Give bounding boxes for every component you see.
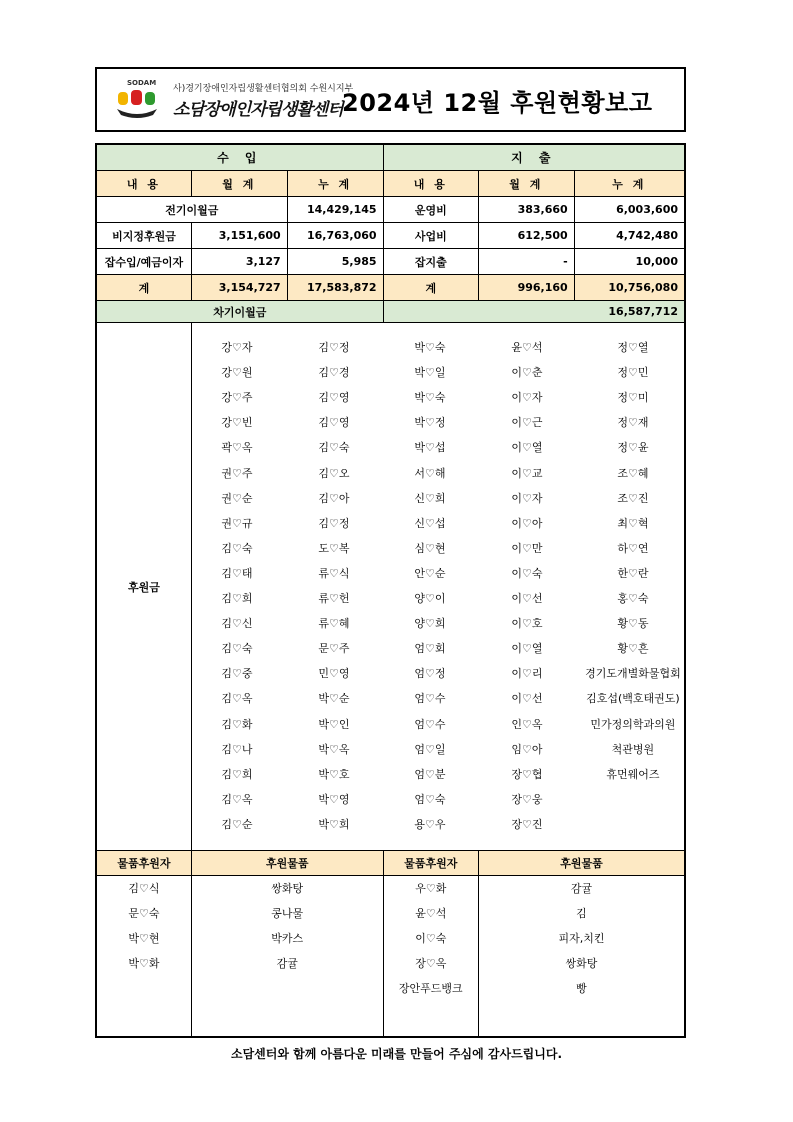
donor-name: 문♡주 xyxy=(318,642,350,656)
donor-name: 황♡흔 xyxy=(617,642,649,656)
donor-name: 김♡숙 xyxy=(221,541,253,555)
donor-name: 휴먼웨어즈 xyxy=(606,767,660,781)
sum-expense-total: 10,756,080 xyxy=(574,275,685,301)
misc-expense-total: 10,000 xyxy=(574,249,685,275)
org-name: 사)경기장애인자립생활센터협의회 수원시지부 xyxy=(173,84,354,94)
next-carry-value: 16,587,712 xyxy=(383,301,685,323)
goods-item: 콩나물 xyxy=(271,907,304,920)
donor-name: 엄♡일 xyxy=(414,742,446,756)
carry-label: 전기이월금 xyxy=(96,197,287,223)
donor-name: 조♡진 xyxy=(617,491,649,505)
donor-name: 김♡영 xyxy=(318,416,350,430)
donor-name: 정♡윤 xyxy=(617,441,649,455)
donor-name: 정♡민 xyxy=(617,366,649,380)
donor-name: 인♡옥 xyxy=(511,717,543,731)
donor-name: 김♡경 xyxy=(318,366,350,380)
goods-right-donors xyxy=(383,876,478,1038)
sum-income-label: 계 xyxy=(96,275,191,301)
col-total-header: 누 계 xyxy=(574,171,685,197)
goods-item: 피자,치킨 xyxy=(558,932,605,945)
donor-name: 황♡동 xyxy=(617,617,649,631)
misc-expense-month: - xyxy=(478,249,574,275)
col-total-header: 누 계 xyxy=(287,171,383,197)
donor-name: 이♡교 xyxy=(511,466,543,480)
donor-name: 강♡빈 xyxy=(221,416,253,430)
logo xyxy=(115,79,354,123)
logo-icon xyxy=(115,79,159,123)
center-name: 소담장애인자립생활센터 xyxy=(173,100,343,120)
biz-total: 4,742,480 xyxy=(574,223,685,249)
donor-name: 홍♡숙 xyxy=(617,592,649,605)
goods-donor: 박♡화 xyxy=(128,957,160,970)
donor-name: 이♡선 xyxy=(511,592,543,605)
donor-name: 장♡협 xyxy=(511,767,543,781)
report-header xyxy=(95,67,686,132)
donor-name: 윤♡석 xyxy=(511,341,543,354)
goods-donor: 장안푸드뱅크 xyxy=(398,982,463,995)
donor-name: 하♡연 xyxy=(617,541,649,555)
goods-right-items xyxy=(478,876,685,1038)
col-month-header: 월 계 xyxy=(191,171,287,197)
goods-item: 쌍화탕 xyxy=(271,882,304,895)
donor-name: 안♡순 xyxy=(414,566,446,580)
income-header: 수 입 xyxy=(96,144,383,171)
donor-name: 김♡옥 xyxy=(221,692,253,706)
donor-name: 김♡정 xyxy=(318,341,350,354)
sum-income-month: 3,154,727 xyxy=(191,275,287,301)
page-title: 2024년 12월 후원현황보고 xyxy=(342,89,653,117)
donor-name: 강♡주 xyxy=(221,391,253,405)
donor-name: 박♡영 xyxy=(318,792,350,806)
donor-name: 이♡아 xyxy=(511,516,543,530)
report-table xyxy=(95,143,686,1038)
footer-message: 소담센터와 함께 아름다운 미래를 만들어 주심에 감사드립니다. xyxy=(230,1047,563,1061)
donor-name: 민♡영 xyxy=(318,667,350,681)
donor-name: 장♡웅 xyxy=(511,792,543,806)
donor-name: 최♡혁 xyxy=(617,516,649,530)
donor-name: 박♡정 xyxy=(414,416,446,430)
goods-item: 쌍화탕 xyxy=(565,957,598,970)
donor-name: 김♡나 xyxy=(221,742,253,756)
donor-name: 엄♡회 xyxy=(414,642,446,656)
goods-left-items xyxy=(191,876,383,1038)
misc-expense-label: 잡지출 xyxy=(383,249,478,275)
biz-label: 사업비 xyxy=(383,223,478,249)
donor-name: 이♡열 xyxy=(511,441,543,455)
goods-donor: 이♡숙 xyxy=(415,932,447,945)
donor-name: 강♡원 xyxy=(221,366,253,380)
donor-name: 김♡숙 xyxy=(318,441,350,455)
donor-name: 김♡오 xyxy=(318,466,350,480)
donor-name: 이♡만 xyxy=(511,541,543,555)
goods-donor: 문♡숙 xyxy=(128,907,160,920)
donor-name: 강♡자 xyxy=(221,341,253,354)
donor-name: 정♡미 xyxy=(617,391,649,405)
donor-name: 용♡우 xyxy=(414,817,446,831)
donor-list xyxy=(191,323,685,851)
donor-name: 박♡숙 xyxy=(414,341,446,354)
donor-name: 김♡영 xyxy=(318,391,350,405)
goods-left-donors xyxy=(96,876,191,1038)
sum-expense-month: 996,160 xyxy=(478,275,574,301)
donor-name: 신♡섭 xyxy=(414,516,446,530)
donor-name: 김♡아 xyxy=(318,491,350,505)
sum-income-total: 17,583,872 xyxy=(287,275,383,301)
donor-name: 한♡란 xyxy=(617,566,649,580)
donor-name: 이♡숙 xyxy=(511,566,543,580)
donor-name: 박♡숙 xyxy=(414,391,446,405)
donor-name: 정♡재 xyxy=(617,416,649,430)
donor-name: 권♡주 xyxy=(221,466,253,480)
goods-item: 감귤 xyxy=(276,957,298,970)
sum-expense-label: 계 xyxy=(383,275,478,301)
donor-name: 경기도개별화물협회 xyxy=(585,667,681,681)
donor-name: 이♡선 xyxy=(511,692,543,706)
donor-name: 류♡혜 xyxy=(318,617,350,631)
donor-name: 이♡호 xyxy=(511,617,543,631)
donor-grid xyxy=(192,323,684,850)
op-label: 운영비 xyxy=(383,197,478,223)
donor-name: 엄♡정 xyxy=(414,667,446,681)
op-month: 383,660 xyxy=(478,197,574,223)
donor-name: 도♡복 xyxy=(318,541,350,555)
biz-month: 612,500 xyxy=(478,223,574,249)
donor-name: 임♡아 xyxy=(511,742,543,756)
donor-name: 류♡식 xyxy=(318,566,350,580)
goods-donor: 윤♡석 xyxy=(415,907,447,920)
donor-name: 민가정의학과의원 xyxy=(590,717,676,731)
donor-name: 김♡태 xyxy=(221,566,253,580)
donor-name: 김♡정 xyxy=(318,516,350,530)
donation-total: 16,763,060 xyxy=(287,223,383,249)
donor-name: 박♡옥 xyxy=(318,742,350,756)
donor-name: 곽♡옥 xyxy=(221,441,253,455)
donor-name: 김♡옥 xyxy=(221,792,253,806)
next-carry-label: 차기이월금 xyxy=(96,301,383,323)
donor-name: 서♡해 xyxy=(414,466,446,480)
donor-name: 이♡자 xyxy=(511,491,543,505)
misc-income-total: 5,985 xyxy=(287,249,383,275)
misc-income-label: 잡수입/예금이자 xyxy=(96,249,191,275)
goods-item-header-right: 후원물품 xyxy=(478,851,685,876)
col-content-header: 내 용 xyxy=(96,171,191,197)
donor-name: 이♡자 xyxy=(511,391,543,405)
op-total: 6,003,600 xyxy=(574,197,685,223)
donor-name: 김♡신 xyxy=(221,617,253,631)
donor-name: 이♡근 xyxy=(511,416,543,430)
donor-name: 박♡인 xyxy=(318,717,350,731)
donor-name: 엄♡수 xyxy=(414,692,446,706)
col-month-header: 월 계 xyxy=(478,171,574,197)
col-content-header: 내 용 xyxy=(383,171,478,197)
donor-name: 권♡규 xyxy=(221,516,253,530)
carry-total: 14,429,145 xyxy=(287,197,383,223)
goods-item: 김 xyxy=(576,907,587,920)
goods-item: 빵 xyxy=(576,982,587,995)
donor-name: 박♡호 xyxy=(318,767,350,781)
donor-name: 박♡섭 xyxy=(414,441,446,455)
donor-name: 박♡순 xyxy=(318,692,350,706)
donor-name: 박♡희 xyxy=(318,817,350,831)
donor-name: 양♡이 xyxy=(414,592,446,605)
donor-name: 김♡순 xyxy=(221,817,253,831)
donor-name: 김♡희 xyxy=(221,592,253,605)
donor-name: 장♡진 xyxy=(511,817,543,831)
goods-donor: 박♡현 xyxy=(128,932,160,945)
misc-income-month: 3,127 xyxy=(191,249,287,275)
donor-name: 척관병원 xyxy=(611,742,655,756)
donor-label: 후원금 xyxy=(96,323,191,851)
donor-name: 김♡중 xyxy=(221,667,253,681)
donor-name: 김♡희 xyxy=(221,767,253,781)
donor-name: 엄♡분 xyxy=(414,767,446,781)
goods-donor: 장♡옥 xyxy=(415,957,447,970)
donor-name: 김호섭(백호태권도) xyxy=(586,692,680,706)
donor-name: 심♡현 xyxy=(414,541,446,555)
donor-name: 신♡희 xyxy=(414,491,446,505)
goods-donor-header-right: 물품후원자 xyxy=(383,851,478,876)
donor-name: 엄♡숙 xyxy=(414,792,446,806)
goods-item: 감귤 xyxy=(570,882,593,895)
donor-name: 김♡화 xyxy=(221,717,253,731)
goods-donor: 우♡화 xyxy=(415,882,447,895)
goods-item-header-left: 후원물품 xyxy=(191,851,383,876)
donation-label: 비지정후원금 xyxy=(96,223,191,249)
donor-name: 권♡순 xyxy=(221,491,253,505)
expense-header: 지 출 xyxy=(383,144,685,171)
goods-item: 박카스 xyxy=(271,932,304,945)
donor-name: 김♡숙 xyxy=(221,642,253,656)
goods-donor: 김♡식 xyxy=(128,882,160,895)
donation-month: 3,151,600 xyxy=(191,223,287,249)
donor-name: 박♡일 xyxy=(414,366,446,380)
goods-donor-header-left: 물품후원자 xyxy=(96,851,191,876)
donor-name: 정♡열 xyxy=(617,341,649,354)
donor-name: 엄♡수 xyxy=(414,717,446,731)
donor-name: 이♡리 xyxy=(511,667,543,681)
donor-name: 이♡열 xyxy=(511,642,543,656)
logo-en-text: SODAM xyxy=(127,79,157,87)
donor-name: 양♡희 xyxy=(414,617,446,631)
donor-name: 류♡헌 xyxy=(318,592,350,605)
donor-name: 조♡혜 xyxy=(617,466,649,480)
donor-name: 이♡춘 xyxy=(511,366,543,380)
